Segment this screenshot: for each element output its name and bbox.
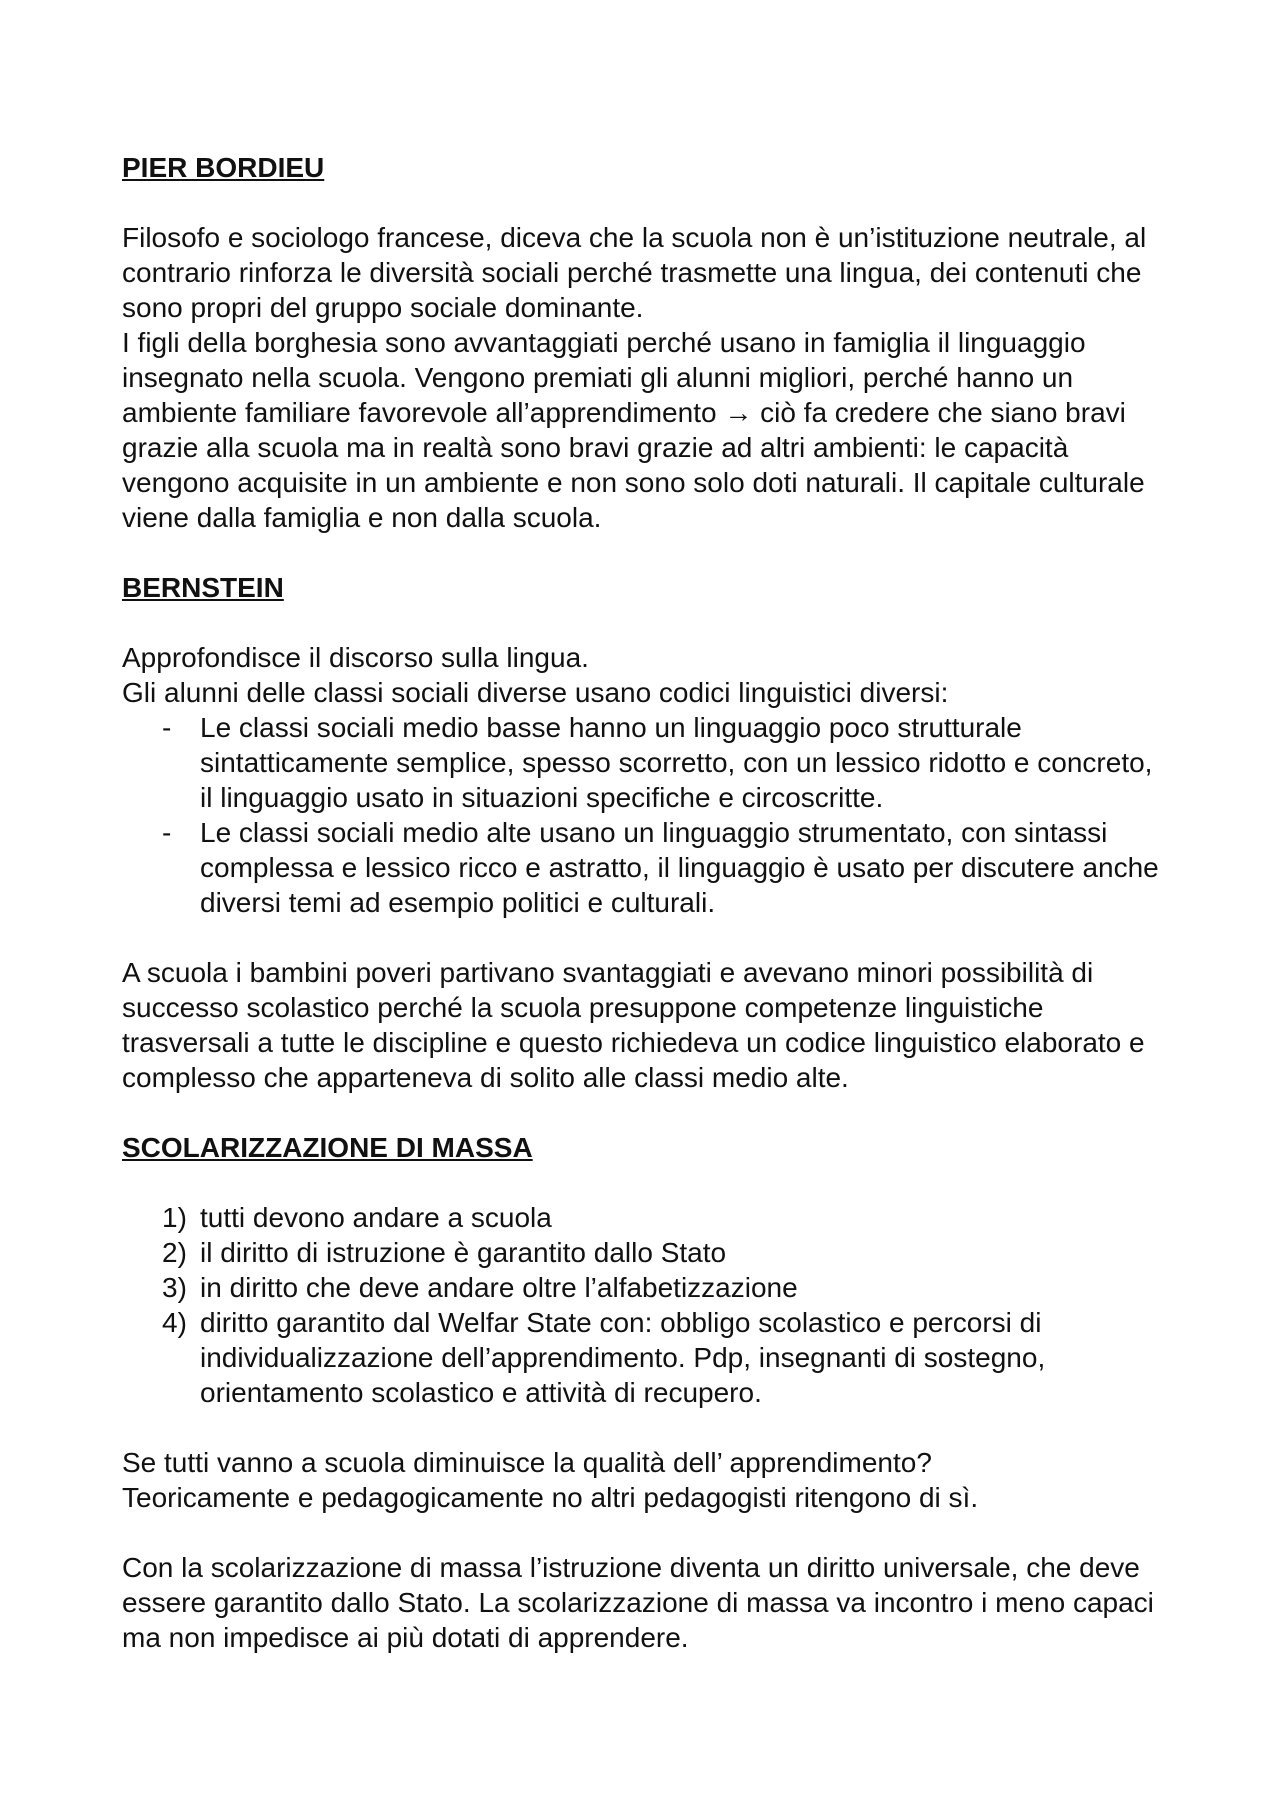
scolarizzazione-answer: Teoricamente e pedagogicamente no altri pedagogisti ritengono di sì. <box>122 1482 979 1513</box>
bordieu-paragraph-2: I figli della borghesia sono avvantaggiati perché usano in famiglia il linguaggio insegnato nella scuola. Vengono premiati gli alunni migliori, perché hanno un ambiente familiare favorevole all’apprendimento → ciò fa credere che siano bravi grazie alla scuola ma in realtà sono bravi grazie ad altri ambienti: le capacità vengono acquisite in un ambiente e non sono solo doti naturali. Il capitale culturale viene dalla famiglia e non dalla scuola. <box>122 327 1145 533</box>
list-item <box>122 1270 1172 1305</box>
dash-marker: - <box>162 712 172 743</box>
list-item-text: il diritto di istruzione è garantito dallo Stato <box>200 1237 727 1268</box>
list-item-text: Le classi sociali medio alte usano un linguaggio strumentato, con sintassi complessa e lessico ricco e astratto, il linguaggio è usato per discutere anche diversi temi ad esempio politici e culturali. <box>200 817 1159 918</box>
list-item-text: Le classi sociali medio basse hanno un linguaggio poco strutturale sintatticamente semplice, spesso scorretto, con un lessico ridotto e concreto, il linguaggio usato in situazioni specifiche e circoscritte. <box>200 712 1153 813</box>
spacer <box>122 605 1172 640</box>
spacer <box>122 185 1172 220</box>
dash-marker: - <box>162 817 172 848</box>
spacer <box>122 1515 1172 1550</box>
scolarizzazione-question: Se tutti vanno a scuola diminuisce la qualità dell’ apprendimento? <box>122 1447 932 1478</box>
bernstein-bullet-list <box>122 710 1172 920</box>
bernstein-intro-1: Approfondisce il discorso sulla lingua. <box>122 642 589 673</box>
list-item <box>122 710 1172 815</box>
list-item <box>122 1235 1172 1270</box>
spacer <box>122 1410 1172 1445</box>
spacer <box>122 1095 1172 1130</box>
list-item <box>122 1305 1172 1410</box>
bernstein-intro-2: Gli alunni delle classi sociali diverse usano codici linguistici diversi: <box>122 677 949 708</box>
spacer <box>122 535 1172 570</box>
section-heading-scolarizzazione: SCOLARIZZAZIONE DI MASSA <box>122 1132 533 1163</box>
scolarizzazione-numbered-list <box>122 1200 1172 1410</box>
list-number: 4) <box>162 1307 187 1338</box>
bernstein-conclusion: A scuola i bambini poveri partivano svantaggiati e avevano minori possibilità di successo scolastico perché la scuola presuppone competenze linguistiche trasversali a tutte le discipline e questo richiedeva un codice linguistico elaborato e complesso che apparteneva di solito alle classi medio alte. <box>122 957 1145 1093</box>
list-number: 2) <box>162 1237 187 1268</box>
spacer <box>122 920 1172 955</box>
list-item-text: in diritto che deve andare oltre l’alfabetizzazione <box>200 1272 798 1303</box>
list-item-text: diritto garantito dal Welfar State con: obbligo scolastico e percorsi di individualizzazione dell’apprendimento. Pdp, insegnanti di sostegno, orientamento scolastico e attività di recupero. <box>200 1307 1046 1408</box>
list-item <box>122 1200 1172 1235</box>
bordieu-paragraph-1: Filosofo e sociologo francese, diceva che la scuola non è un’istituzione neutrale, al contrario rinforza le diversità sociali perché trasmette una lingua, dei contenuti che sono propri del gruppo sociale dominante. <box>122 222 1147 323</box>
list-item-text: tutti devono andare a scuola <box>200 1202 552 1233</box>
section-heading-bordieu: PIER BORDIEU <box>122 152 325 183</box>
list-number: 3) <box>162 1272 187 1303</box>
list-number: 1) <box>162 1202 187 1233</box>
section-heading-bernstein: BERNSTEIN <box>122 572 284 603</box>
document-page <box>122 150 1172 1655</box>
spacer <box>122 1165 1172 1200</box>
scolarizzazione-closing: Con la scolarizzazione di massa l’istruzione diventa un diritto universale, che deve essere garantito dallo Stato. La scolarizzazione di massa va incontro i meno capaci ma non impedisce ai più dotati di apprendere. <box>122 1552 1154 1653</box>
list-item <box>122 815 1172 920</box>
